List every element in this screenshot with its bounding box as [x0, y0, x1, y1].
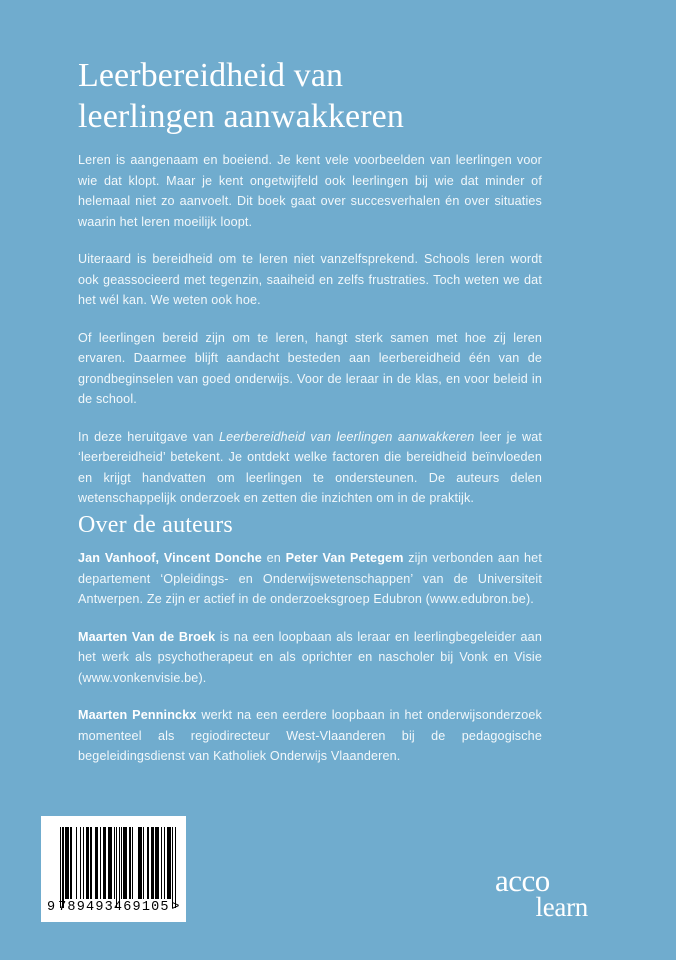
publisher-logo [495, 863, 590, 922]
barcode-lead-digit: 9 [47, 900, 56, 915]
blurb-p4-rest: leer je wat ‘leerbereidheid’ betekent. Je ontdekt welke factoren die bereidheid beïnvloeden en krijgt handvatten om leerlingen te ondersteunen. De auteurs delen wetenschappelijk onderzoek en zetten die inzichten om in de praktijk. [78, 429, 543, 506]
isbn-barcode [41, 816, 186, 922]
authors-section-heading: Over de auteurs [78, 512, 233, 538]
publisher-logo-learn: learn [535, 891, 588, 922]
book-title-line-2: leerlingen aanwakkeren [78, 98, 404, 136]
blurb-paragraph-4 [78, 427, 542, 509]
author-bio-2: is na een loopbaan als leraar en leerlingbegeleider aan het werk als psychotherapeut en als oprichter en nascholer bij Vonk en Visie (www.vonkenvisie.be). [78, 629, 542, 685]
author-entry-1 [78, 548, 542, 610]
page-title [78, 55, 578, 138]
author-bio-3: werkt na een eerdere loopbaan in het onderwijsonderzoek momenteel als regiodirecteur West-Vlaanderen bij de pedagogische begeleidingsdienst van Katholiek Onderwijs Vlaanderen. [78, 708, 542, 764]
blurb-p4-book-title: Leerbereidheid van leerlingen aanwakkeren [218, 429, 475, 444]
author-entry-3 [78, 705, 542, 767]
blurb-paragraph-2: Uiteraard is bereidheid om te leren niet vanzelfsprekend. Schools leren wordt ook geassocieerd met tegenzin, saaiheid en zelfs frustraties. Toch weten we dat het wél kan. We weten ook hoe. [78, 252, 542, 308]
author-names-2: Maarten Van de Broek [78, 629, 216, 644]
author-bio-1: zijn verbonden aan het departement ‘Opleidings- en Onderwijswetenschappen’ van de Universiteit Antwerpen. Ze zijn er actief in de onderzoeksgroep Edubron (www.edubron.be). [78, 551, 542, 607]
author-entry-2 [78, 627, 542, 689]
author-connector-1: en [261, 551, 286, 565]
blurb-text-block [78, 150, 542, 509]
authors-text-block [78, 548, 542, 767]
author-names-3: Maarten Penninckx [78, 708, 197, 723]
barcode-digits [41, 900, 186, 915]
blurb-paragraph-1: Leren is aangenaam en boeiend. Je kent vele voorbeelden van leerlingen voor wie dat klopt. Maar je kent ongetwijfeld ook leerlingen bij wie dat minder of helemaal niet zo aanvoelt. Dit boek gaat over succesverhalen én over situaties waarin het leren moeilijk loopt. [78, 153, 542, 229]
blurb-paragraph-3: Of leerlingen bereid zijn om te leren, hangt sterk samen met hoe zij leren ervaren. Daarmee blijft aandacht besteden aan leerbereidheid één van de grondbeginselen van goed onderwijs. Voor de leraar in de klas, en voor beleid in de school. [78, 330, 542, 407]
barcode-tail-marker: > [171, 900, 180, 915]
blurb-p4-lead: In deze heruitgave van [78, 429, 219, 444]
book-title-line-1: Leerbereidheid van [78, 57, 344, 94]
author-names-1b: Peter Van Petegem [285, 551, 404, 565]
barcode-bars [60, 827, 176, 899]
publisher-logo-acco: acco [495, 863, 550, 898]
barcode-group-2: 469105 [113, 900, 170, 915]
barcode-group-1: 789493 [58, 900, 114, 915]
author-names-1: Jan Vanhoof, Vincent Donche [78, 551, 262, 565]
